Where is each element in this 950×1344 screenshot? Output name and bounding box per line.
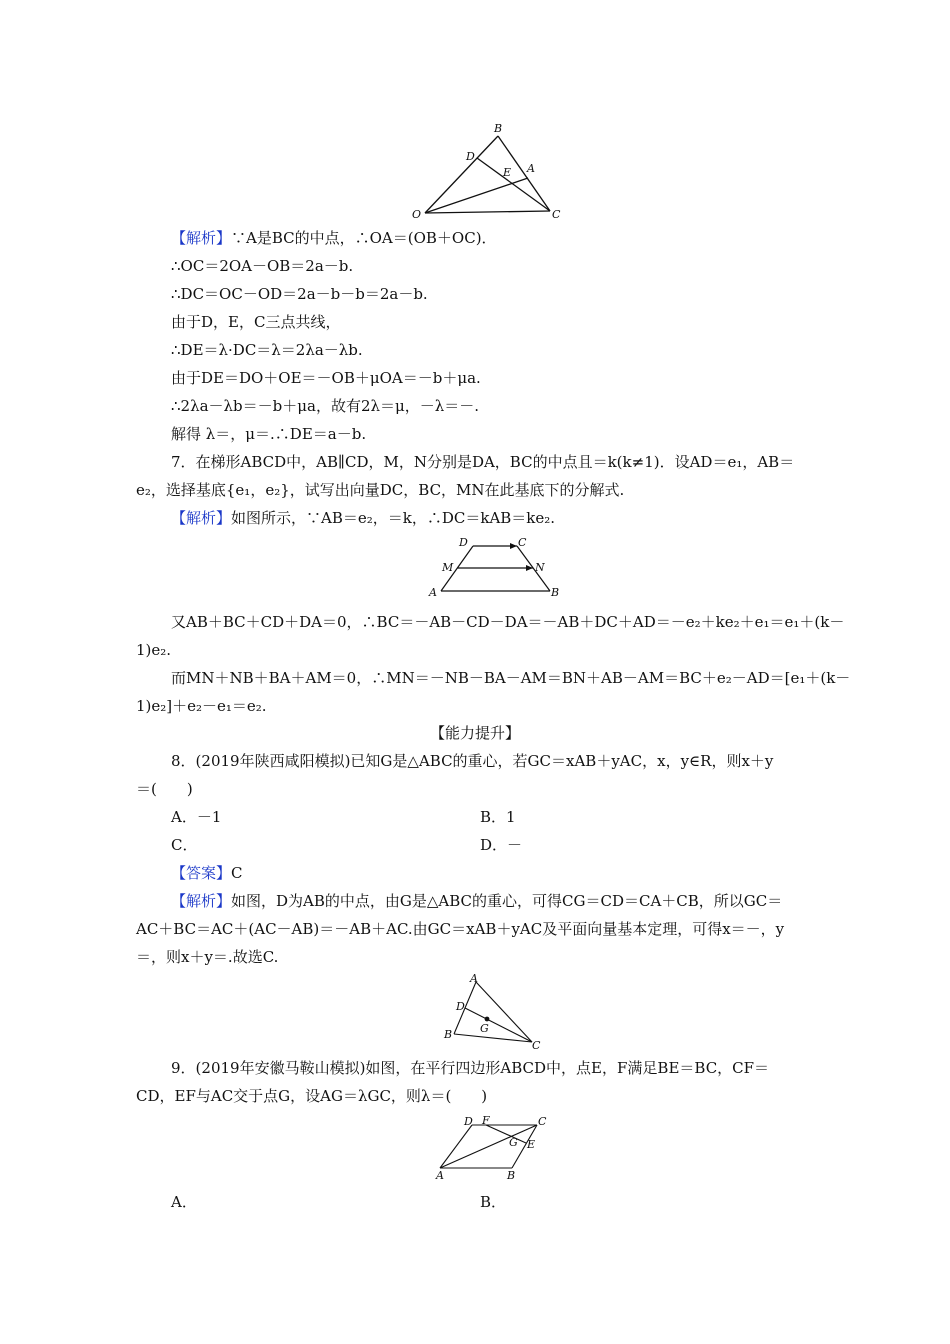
q6-line-5: ∴DE＝λ·DC＝λ＝2λa－λb. [171,341,363,359]
fig1-label-d: D [466,150,475,163]
figure-triangle-obc [410,118,570,224]
q9-option-a: A． [171,1193,197,1211]
q6-line-2: ∴OC＝2OA－OB＝2a－b. [171,257,354,275]
fig3-label-d: D [456,1000,465,1013]
q8-option-a: A．－1 [171,808,222,826]
fig4-label-c: C [538,1115,547,1128]
q7-line-6: 而MN＋NB＋BA＋AM＝0，∴MN＝－NB－BA－AM＝BN＋AB－AM＝BC＋e₂－AD＝[e₁＋(k－ [171,669,851,687]
q7-line-2: e₂，选择基底{e₁，e₂}，试写出向量DC，BC，MN在此基底下的分解式. [136,481,625,499]
fig4-label-e: E [527,1138,536,1151]
q6-line-6: 由于DE＝DO＋OE＝－OB＋μOA＝－b＋μa. [171,369,481,387]
q8-line-1: 8．(2019年陕西咸阳模拟)已知G是△ABC的重心，若GC＝xAB＋yAC，x，y∈R，则x＋y [171,752,774,770]
q7-solution-text: 如图所示，∵AB＝e₂，＝k，∴DC＝kAB＝ke₂. [231,509,556,527]
fig3-label-g: G [480,1022,489,1035]
figure-trapezoid-abcd [425,536,565,600]
q8-solution-tag: 【解析】 [171,892,232,910]
fig2-label-m: M [442,561,454,574]
q8-option-d: D．－ [480,836,523,854]
fig4-label-f: F [482,1114,490,1127]
fig4-label-d: D [464,1115,473,1128]
q8-line-2: ＝( ) [136,780,193,798]
q7-line-5: 1)e₂. [136,641,172,659]
fig3-label-a: A [470,972,478,985]
fig2-label-b: B [551,586,560,599]
q9-line-2: CD，EF与AC交于点G，设AG＝λGC，则λ＝( ) [136,1087,488,1105]
q6-line-7: ∴2λa－λb＝－b＋μa，故有2λ＝μ，－λ＝－. [171,397,480,415]
fig2-label-n: N [535,561,545,574]
fig2-label-a: A [429,586,437,599]
q7-solution-tag: 【解析】 [171,509,232,527]
q6-line-8: 解得 λ＝，μ＝.∴DE＝a－b. [171,425,367,443]
q8-solution-line-3: ＝，则x＋y＝.故选C. [136,948,279,966]
q6-line-3: ∴DC＝OC－OD＝2a－b－b＝2a－b. [171,285,428,303]
fig4-label-g: G [509,1136,518,1149]
q6-line-1 [171,228,497,248]
q6-solution-tag: 【解析】 [171,229,232,247]
q8-answer-value: C [231,864,243,882]
fig1-label-a: A [527,162,535,175]
q6-solution-text: ∵A是BC的中点，∴OA＝(OB＋OC)． [231,229,497,247]
q8-answer [171,863,243,883]
q7-line-7: 1)e₂]＋e₂－e₁＝e₂. [136,697,267,715]
fig3-label-c: C [532,1039,541,1050]
q7-line-3 [171,508,555,528]
fig1-label-c: C [552,208,561,221]
q9-option-b: B． [480,1193,507,1211]
fig1-label-o: O [412,208,422,221]
q8-option-b: B．1 [480,808,516,826]
q8-option-c: C． [171,836,198,854]
q7-line-1: 7．在梯形ABCD中，AB∥CD，M，N分别是DA，BC的中点且＝k(k≠1)．设AD＝e₁，AB＝ [171,453,795,471]
fig2-label-c: C [518,536,527,549]
fig4-label-a: A [436,1169,444,1182]
q6-line-4: 由于D，E，C三点共线， [171,313,341,331]
q7-line-4: 又AB＋BC＋CD＋DA＝0，∴BC＝－AB－CD－DA＝－AB＋DC＋AD＝－e₂＋ke₂＋e₁＝e₁＋(k－ [171,613,845,631]
q8-solution-text: 如图，D为AB的中点，由G是△ABC的重心，可得CG＝CD＝CA＋CB，所以GC＝ [231,892,783,910]
section-heading: 【能力提升】 [429,724,520,742]
figure-triangle-abc-centroid [440,972,550,1050]
figure-parallelogram-abcd [432,1113,562,1185]
q8-solution-line-1 [171,891,782,911]
fig2-label-d: D [459,536,468,549]
q8-answer-tag: 【答案】 [171,864,232,882]
fig3-label-b: B [444,1028,453,1041]
q9-line-1: 9．(2019年安徽马鞍山模拟)如图，在平行四边形ABCD中，点E，F满足BE＝BC，CF＝ [171,1059,770,1077]
fig1-label-e: E [503,166,512,179]
q8-solution-line-2: AC＋BC＝AC＋(AC－AB)＝－AB＋AC.由GC＝xAB＋yAC及平面向量基本定理，可得x＝－，y [136,920,785,938]
fig4-label-b: B [507,1169,516,1182]
fig1-label-b: B [494,122,503,135]
